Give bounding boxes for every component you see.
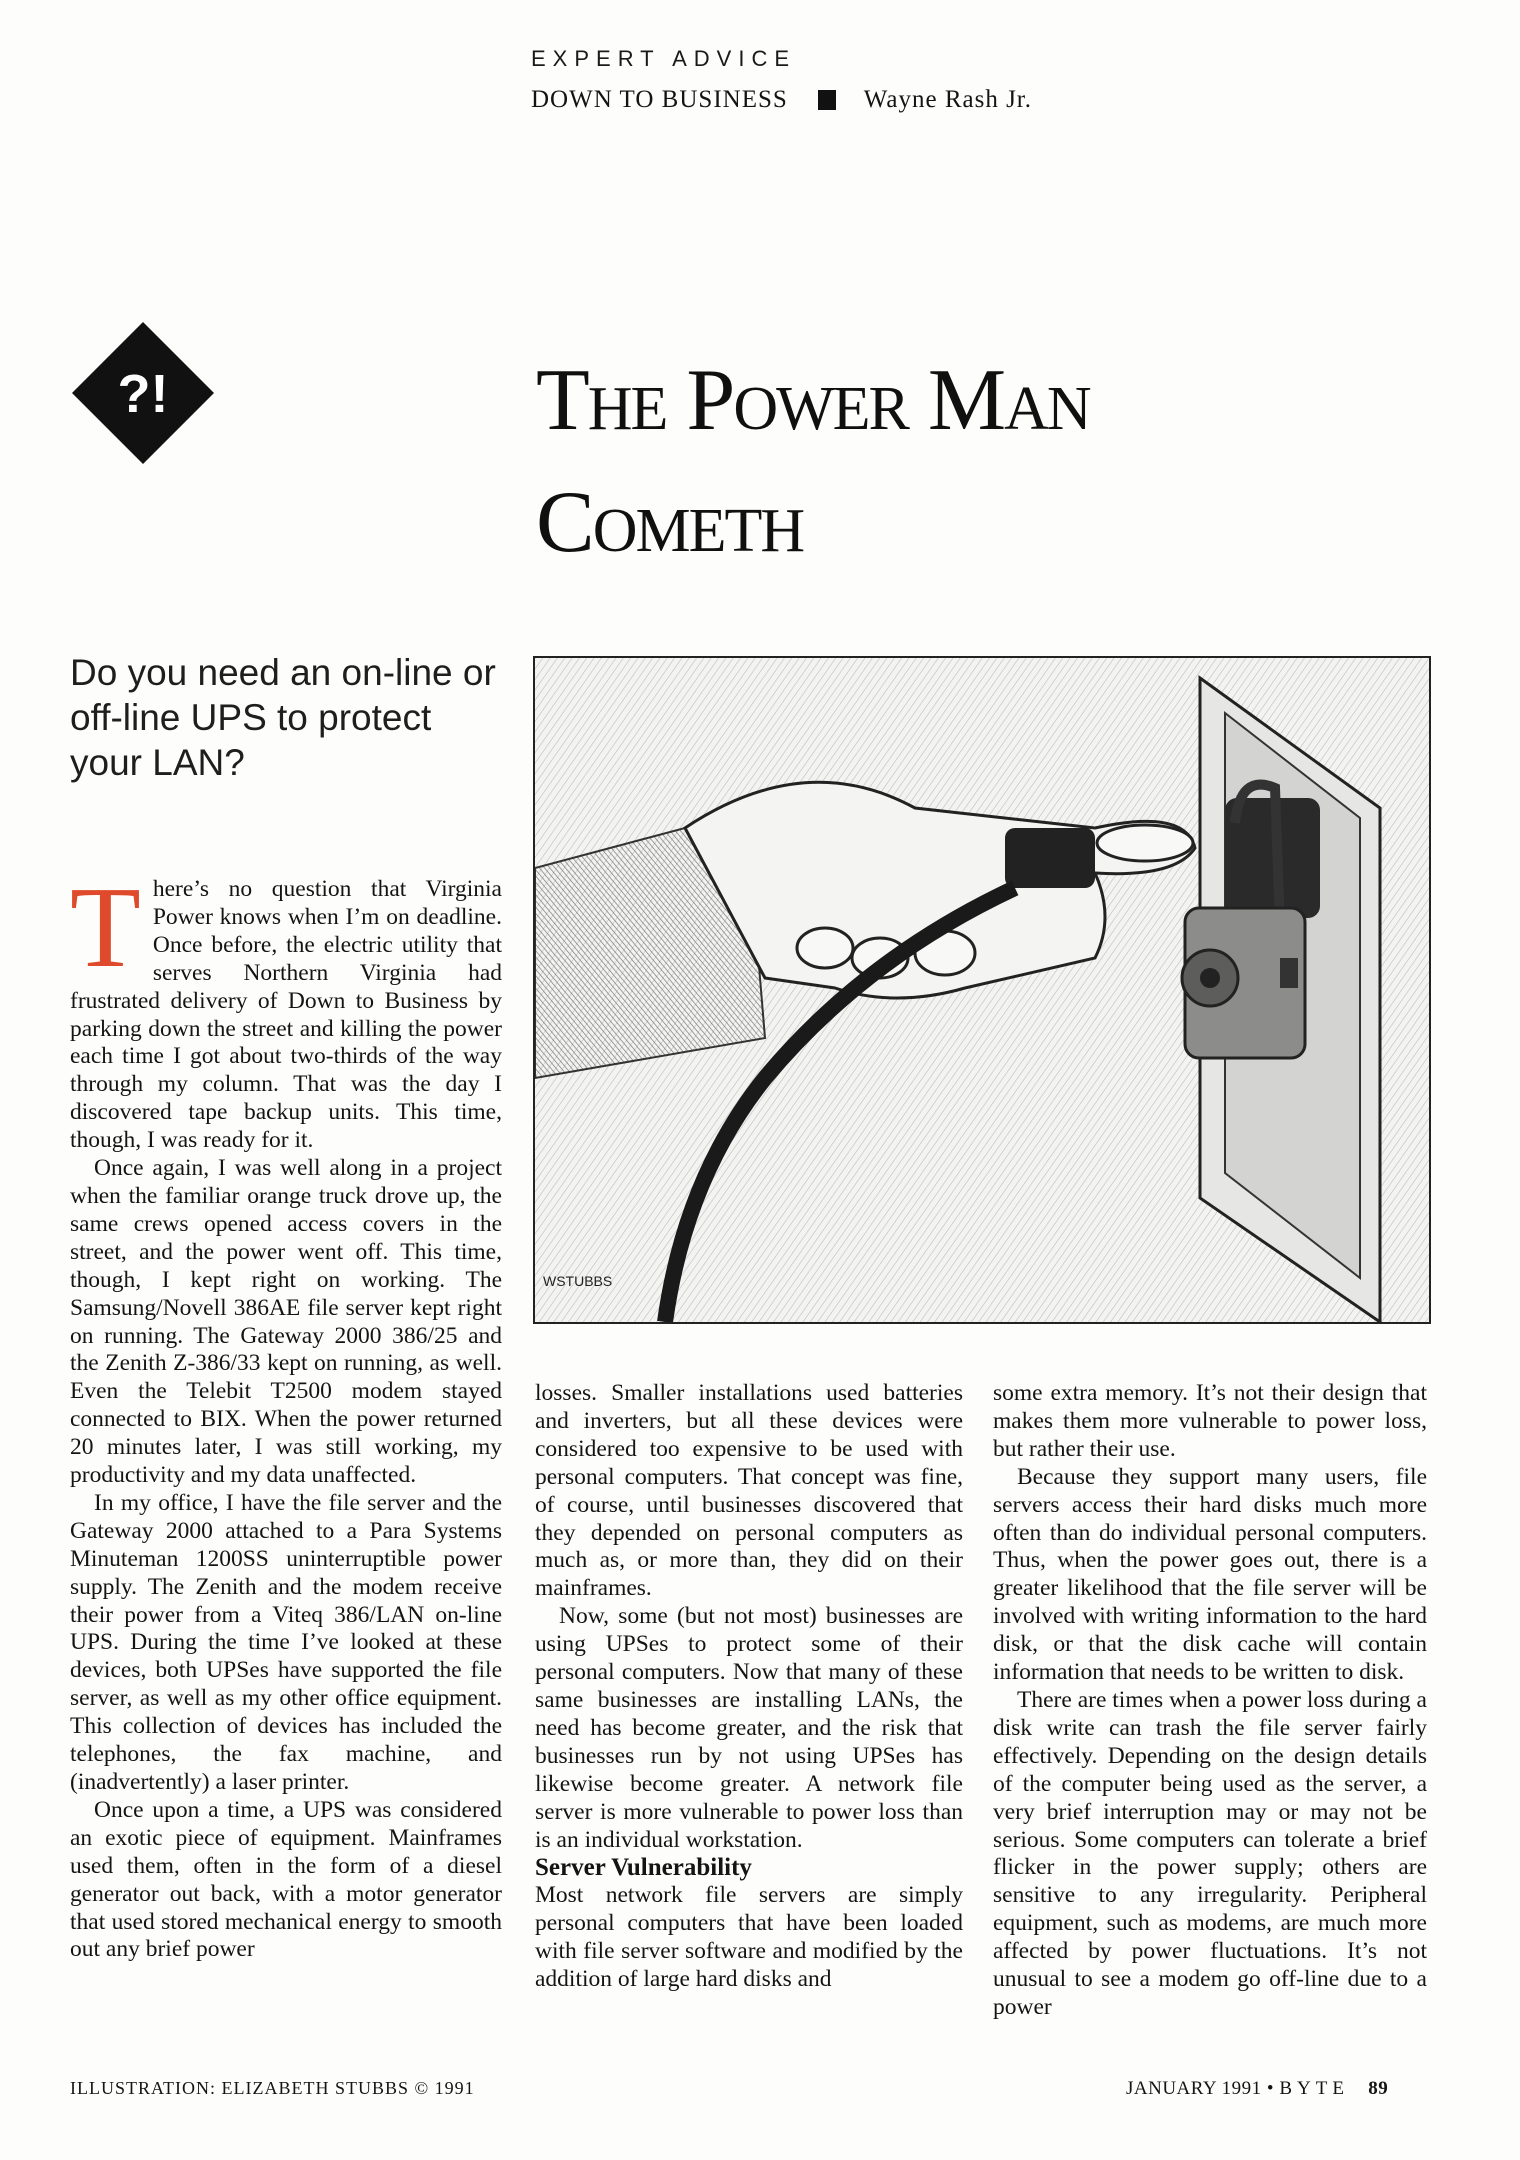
page-footer	[1126, 2078, 1388, 2100]
paragraph: There’s no question that Virginia Power knows when I’m on deadline. Once before, the electric utility that serves Northern Virginia had frustrated delivery of Down to Business by parking down the street and killing the power each time I got about two-thirds of the way through my column. That was the day I discovered tape backup units. This time, though, I was ready for it.	[70, 876, 502, 1154]
paragraph: Once upon a time, a UPS was considered an exotic piece of equipment. Mainframes used them, often in the form of a diesel generator out back, with a motor generator that used stored mechanical energy to smooth out any brief power	[70, 1796, 502, 1963]
title-line-1: The Power Man	[536, 352, 1090, 449]
interrobang-diamond-icon	[70, 320, 216, 466]
subhead: Server Vulnerability	[535, 1854, 752, 1882]
body-column-2	[535, 1380, 963, 2052]
column-header	[531, 86, 1032, 114]
illustration-credit: ILLUSTRATION: ELIZABETH STUBBS © 1991	[70, 2078, 475, 2098]
paragraph: There are times when a power loss during a disk write can trash the file server fairly effectively. Depending on the design details of the computer being used as the server, a very brief interruption may or may not be serious. Some computers can tolerate a brief flicker in the power supply; others are sensitive to any irregularity. Peripheral equipment, such as modems, are much more affected by power fluctuations. It’s not unusual to see a modem go off-line due to a power	[993, 1686, 1427, 2020]
paragraph: Once again, I was well along in a project when the familiar orange truck drove up, the same crews opened access covers in the street, and the power went off. This time, though, I kept right on working. The Samsung/Novell 386AE file server kept right on running. The Gateway 2000 386/25 and the Zenith Z-386/33 kept on running, as well. Even the Telebit T2500 modem stayed connected to BIX. When the power returned 20 minutes later, I was still working, my productivity and my data unaffected.	[70, 1155, 502, 1489]
page-number: 89	[1368, 2078, 1389, 2099]
logo-text: ?!	[117, 364, 169, 424]
magazine-name: BYTE	[1279, 2078, 1349, 2099]
body-column-3	[993, 1380, 1427, 2052]
body-column-1	[70, 876, 502, 2048]
article-title	[536, 340, 1436, 584]
issue-date: JANUARY 1991	[1126, 2078, 1262, 2099]
hand-plug-illustration	[535, 658, 1429, 1322]
illustration-signature: WSTUBBS	[543, 1273, 613, 1289]
bullet: •	[1266, 2078, 1275, 2099]
drop-cap: T	[70, 876, 141, 992]
column-name: DOWN TO BUSINESS	[531, 86, 788, 113]
separator-square-icon	[818, 90, 836, 110]
author-name: Wayne Rash Jr.	[863, 86, 1032, 113]
paragraph: In my office, I have the file server and the Gateway 2000 attached to a Para Systems Minuteman 1200SS uninterruptible power supply. The Zenith and the modem receive their power from a Viteq 386/LAN on-line UPS. During the time I’ve looked at these devices, both UPSes have supported the file server, as well as my other office equipment. This collection of devices has included the telephones, the fax machine, and (inadvertently) a laser printer.	[70, 1489, 502, 1795]
article-deck: Do you need an on-line or off-line UPS to protect your LAN?	[70, 652, 496, 783]
title-line-2: Cometh	[536, 474, 804, 571]
paragraph: Because they support many users, file servers access their hard disks much more often than do individual personal computers. Thus, when the power goes out, there is a greater likelihood that the file server will be involved with writing information to the hard disk, or that the disk cache will contain information that needs to be written to disk.	[993, 1463, 1427, 1686]
section-label: EXPERT ADVICE	[531, 46, 797, 71]
paragraph: losses. Smaller installations used batteries and inverters, but all these devices were considered too expensive to be used with personal computers. That concept was fine, of course, until businesses discovered that they depended on personal computers as much as, or more than, they did on their mainframes.	[535, 1380, 963, 1602]
paragraph: Now, some (but not most) businesses are using UPSes to protect some of their personal computers. Now that many of these same businesses are installing LANs, the need has become greater, and the risk that businesses run by not using UPSes has likewise become greater. A network file server is more vulnerable to power loss than is an individual workstation.	[535, 1603, 963, 1853]
paragraph: some extra memory. It’s not their design that makes them more vulnerable to power loss, but rather their use.	[993, 1380, 1427, 1462]
illustration	[533, 656, 1431, 1324]
paragraph: Most network file servers are simply personal computers that have been loaded with file server software and modified by the addition of large hard disks and	[535, 1882, 963, 1993]
